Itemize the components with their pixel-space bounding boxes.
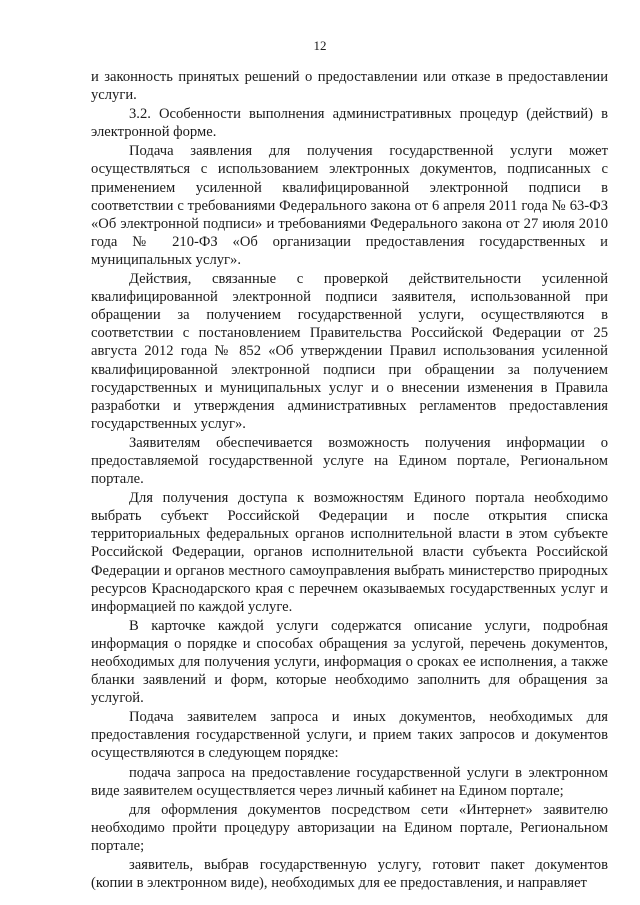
page-number: 12 <box>313 38 327 53</box>
paragraph: Подача заявителем запроса и иных документов, необходимых для предоставления государственной услуги, и прием таких запросов и документов осуществляются в следующем порядке: <box>91 709 608 762</box>
paragraph: В карточке каждой услуги содержатся описание услуги, подробная информация о порядке и способах обращения за услугой, перечень документов, необходимых для получения услуги, информация о сроках ее исполнения, а также бланки заявлений и форм, которые необходимо заполнить для обращения за услугой. <box>91 617 608 707</box>
list-item: заявитель, выбрав государственную услугу, готовит пакет документов (копии в электронном виде), необходимых для ее предоставления, и направляет <box>91 857 608 892</box>
paragraph: Действия, связанные с проверкой действительности усиленной квалифицированной электронной подписи заявителя, использованной при обращении за получением государственной услуги, осуществляются в соответствии с постановлением Правительства Российской Федерации от 25 августа 2012 года № 852 «Об утверждении Правил использования усиленной квалифицированной электронной подписи при обращении за получением государственных и муниципальных услуг и о внесении изменения в Правила разработки и утверждения административных регламентов предоставления государственных услуг». <box>91 271 608 432</box>
list-item: подача запроса на предоставление государственной услуги в электронном виде заявителем осуществляется через личный кабинет на Едином портале; <box>91 764 608 799</box>
paragraph: Для получения доступа к возможностям Единого портала необходимо выбрать субъект Российской Федерации и после открытия списка территориальных федеральных органов исполнительной власти в этом субъекте Российской Федерации, органов исполнительной власти субъекта Российской Федерации и органов местного самоуправления выбрать министерство природных ресурсов Краснодарского края с перечнем оказываемых государственных услуг и информацией по каждой услуге. <box>91 490 608 615</box>
paragraph: Заявителям обеспечивается возможность получения информации о предоставляемой государственной услуге на Едином портале, Региональном портале. <box>91 434 608 488</box>
paragraph: Подача заявления для получения государственной услуги может осуществляться с использованием электронных документов, подписанных с применением усиленной квалифицированной электронной подписи в соответствии с требованиями Федерального закона от 6 апреля 2011 года № 63-ФЗ «Об электронной подписи» и требованиями Федерального закона от 27 июля 2010 года № 210-ФЗ «Об организации предоставления государственных и муниципальных услуг». <box>91 143 608 268</box>
paragraph-continuation: и законность принятых решений о предоставлении или отказе в предоставлении услуги. <box>91 69 608 104</box>
document-body <box>91 68 608 893</box>
section-heading: 3.2. Особенности выполнения административных процедур (действий) в электронной форме. <box>91 106 608 141</box>
list-item: для оформления документов посредством сети «Интернет» заявителю необходимо пройти процедуру авторизации на Едином портале, Региональном портале; <box>91 801 608 854</box>
